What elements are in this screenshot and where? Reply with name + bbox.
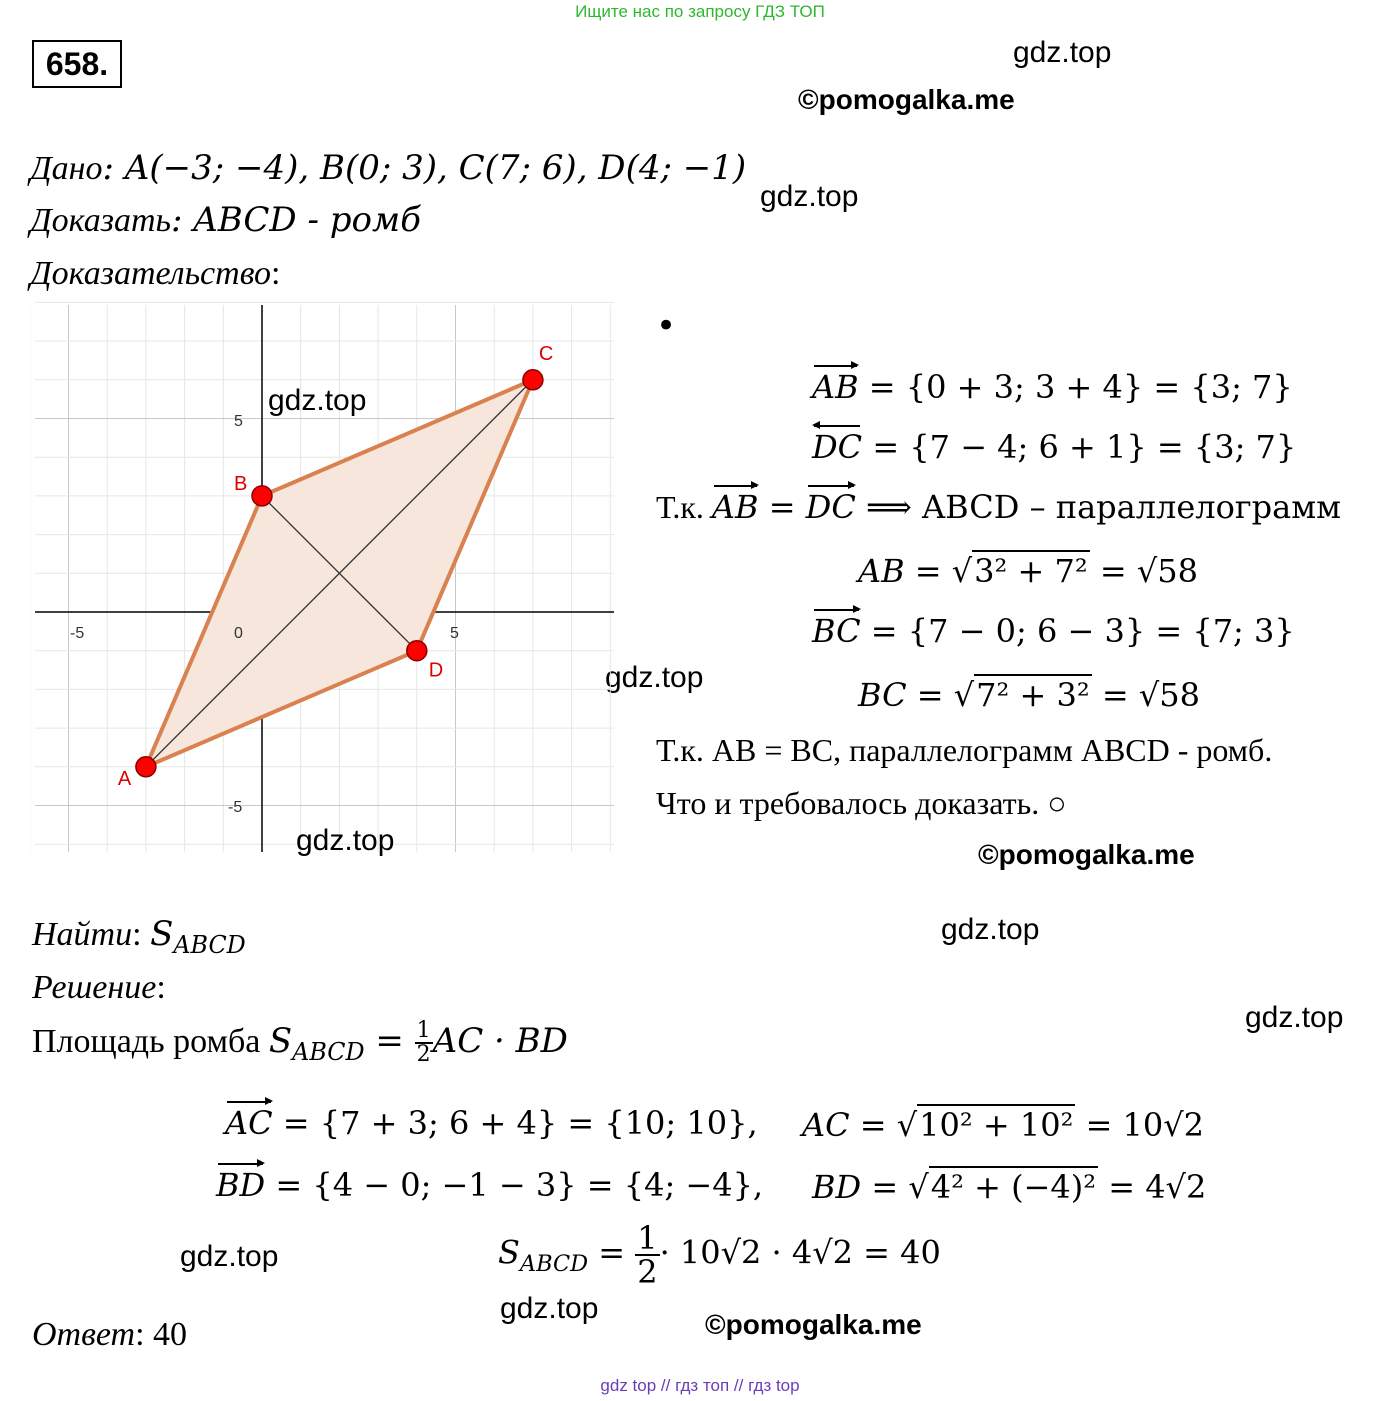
proof-colon: : (271, 255, 281, 292)
proof-heading (30, 253, 280, 293)
final-eq: = (588, 1233, 636, 1272)
solution-colon: : (156, 969, 166, 1006)
proof-line-rhombus-conclusion: Т.к. AB = BC, параллелограмм ABCD - ромб. (656, 732, 1273, 768)
ac-vector-rhs: = {7 + 3; 6 + 4} = {10; 10}, (272, 1104, 758, 1142)
ac-length-line (802, 1104, 1204, 1144)
given-label: Дано (30, 150, 103, 187)
vector-ab: AB (812, 368, 859, 406)
tick-label-x-pos5: 5 (450, 625, 459, 642)
given-line (30, 148, 746, 188)
tick-label-x-neg5: -5 (70, 625, 85, 642)
proof-line-1-rhs: = {0 + 3; 3 + 4} = {3; 7} (858, 368, 1293, 406)
find-colon: : (132, 916, 151, 953)
answer-text: : 40 (135, 1316, 188, 1353)
fraction-numerator: 1 (637, 1219, 658, 1257)
proof-line-qed: Что и требовалось доказать. ○ (656, 785, 1067, 821)
bd-vector-rhs: = {4 − 0; −1 − 3} = {4; −4}, (265, 1166, 764, 1204)
final-subscript: ABCD (519, 1250, 589, 1277)
vector-ab: AB (711, 488, 759, 526)
area-formula-line (32, 1020, 568, 1066)
bd-length-lhs: BD = (812, 1168, 909, 1206)
ac-length-radicand: 10² + 10² (919, 1106, 1074, 1144)
sqrt-sign: √ (908, 1168, 929, 1206)
point-b (252, 486, 272, 506)
watermark-copyright: ©pomogalka.me (798, 84, 1015, 115)
proof-line-bc-vector (812, 612, 1295, 650)
watermark-gdz: gdz.top (296, 824, 395, 857)
fraction-denominator: 2 (637, 1253, 658, 1291)
solution-heading (32, 967, 166, 1007)
sqrt-sign: √ (953, 676, 975, 714)
watermark-copyright: ©pomogalka.me (705, 1309, 922, 1340)
final-area-line (498, 1219, 941, 1291)
fraction-numerator: 1 (416, 1018, 431, 1043)
watermark-gdz: gdz.top (1245, 1001, 1344, 1034)
final-rhs: · 10√2 · 4√2 = 40 (659, 1233, 941, 1272)
point-c (523, 370, 543, 390)
bc-length-rhs: = √58 (1091, 676, 1200, 714)
proof-line-3-post: ⟹ ABCD – параллелограмм (855, 488, 1341, 526)
final-s: S (498, 1233, 520, 1272)
point-d (407, 641, 427, 661)
point-label-a: A (117, 767, 132, 790)
ab-length-rhs: = √58 (1089, 552, 1198, 590)
proof-label: Доказательство (30, 255, 272, 292)
given-text: : A(−3; −4), B(0; 3), C(7; 6), D(4; −1) (102, 148, 747, 188)
watermark-gdz: gdz.top (941, 913, 1040, 946)
watermark-gdz: gdz.top (605, 661, 704, 694)
area-s: S (268, 1021, 293, 1061)
vector-bc: BC (812, 612, 861, 650)
prove-text: : ABCD - ромб (170, 200, 421, 240)
footer-links[interactable]: gdz top // гдз топ // гдз top (600, 1376, 800, 1395)
point-label-c: C (538, 342, 554, 365)
top-banner: Ищите нас по запросу ГДЗ ТОП (575, 2, 825, 21)
watermark-copyright: ©pomogalka.me (978, 839, 1195, 870)
bc-length-radicand: 7² + 3² (976, 676, 1090, 714)
area-subscript: ABCD (292, 1037, 365, 1066)
bd-vector-line (216, 1166, 763, 1204)
find-subscript: ABCD (173, 930, 246, 959)
bd-length-radicand: 4² + (−4)² (930, 1168, 1097, 1206)
ab-length-radicand: 3² + 7² (974, 552, 1088, 590)
task-number: 658. (32, 40, 122, 88)
proof-line-dc-vector (812, 428, 1296, 466)
watermark-gdz: gdz.top (1013, 36, 1112, 69)
answer-label: Ответ (32, 1316, 136, 1353)
proof-line-parallelogram (656, 488, 1341, 526)
watermark-gdz: gdz.top (180, 1240, 279, 1273)
ac-length-lhs: AC = (802, 1106, 897, 1144)
watermark-gdz: gdz.top (760, 180, 859, 213)
area-eq: = (364, 1021, 415, 1061)
proof-line-bc-length (858, 674, 1200, 714)
vector-ac: AC (225, 1104, 273, 1142)
vector-dc: DC (805, 488, 856, 526)
watermark-gdz: gdz.top (500, 1292, 599, 1325)
tick-label-y-neg5: -5 (228, 799, 243, 816)
find-s: S (150, 914, 174, 954)
proof-line-3-pre: Т.к. (656, 489, 712, 525)
proof-line-ab-length (858, 550, 1198, 590)
vector-bd: BD (216, 1166, 266, 1204)
proof-line-5-rhs: = {7 − 0; 6 − 3} = {7; 3} (860, 612, 1295, 650)
fraction-one-half (635, 1219, 659, 1291)
proof-line-3-mid: = (758, 488, 806, 526)
bc-length-lhs: BC = (858, 676, 954, 714)
answer-line (32, 1314, 187, 1354)
point-label-d: D (428, 659, 444, 682)
prove-label: Доказать (30, 202, 171, 239)
ac-vector-line (225, 1104, 758, 1142)
sqrt-sign: √ (896, 1106, 918, 1144)
area-formula-pre: Площадь ромба (32, 1023, 269, 1060)
point-a (136, 757, 156, 777)
ac-length-rhs: = 10√2 (1075, 1106, 1205, 1144)
vector-dc: DC (812, 428, 863, 466)
solution-label: Решение (32, 969, 157, 1006)
proof-line-2-rhs: = {7 − 4; 6 + 1} = {3; 7} (862, 428, 1297, 466)
proof-bullet: • (656, 306, 677, 346)
point-label-b: B (234, 472, 248, 495)
fraction-denominator: 2 (416, 1042, 431, 1067)
find-label: Найти (32, 916, 133, 953)
tick-label-y-pos5: 5 (234, 413, 243, 430)
fraction-one-half (415, 1020, 433, 1066)
tick-label-origin: 0 (234, 625, 243, 642)
proof-line-ab-vector (812, 368, 1293, 406)
find-line (32, 914, 246, 959)
bd-length-line (812, 1166, 1206, 1206)
watermark-gdz: gdz.top (268, 384, 367, 417)
area-formula-post: AC · BD (432, 1021, 568, 1061)
bd-length-rhs: = 4√2 (1098, 1168, 1207, 1206)
sqrt-sign: √ (951, 552, 973, 590)
ab-length-lhs: AB = (858, 552, 952, 590)
prove-line (30, 200, 421, 240)
